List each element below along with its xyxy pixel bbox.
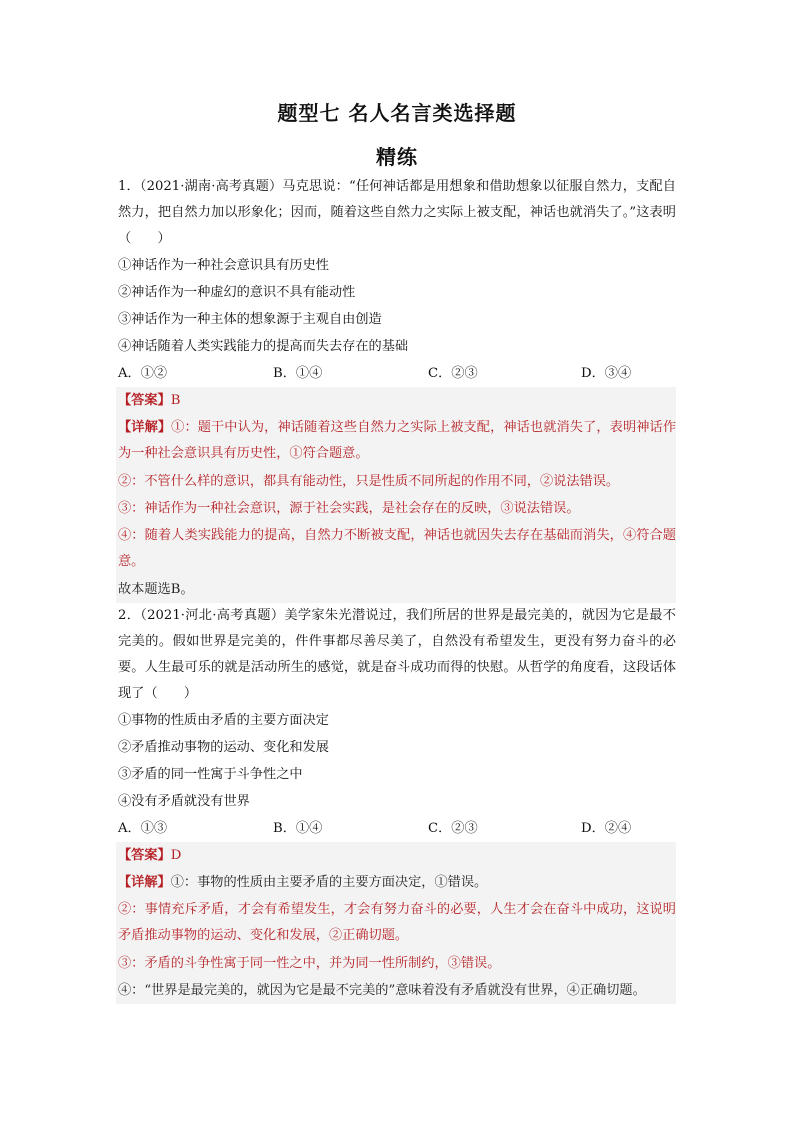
option-statement: ②矛盾推动事物的运动、变化和发展 — [118, 740, 329, 755]
question-2 — [118, 603, 676, 1004]
detail-line: ③：神话作为一种社会意识，源于社会实践，是社会存在的反映，③说法错误。 — [118, 501, 580, 516]
questions-content — [118, 174, 676, 1004]
choice-a: A．①② — [118, 366, 168, 381]
detail-line: ④：随着人类实践能力的提高，自然力不断被支配，神话也就因失去存在基础而消失，④符合题意。 — [118, 528, 676, 569]
option-statement: ④神话随着人类实践能力的提高而失去存在的基础 — [118, 339, 409, 354]
choice-c: C．②③ — [428, 366, 478, 381]
answer-line — [118, 387, 676, 414]
answer-tag: 【答案】 — [118, 393, 171, 408]
option-statement: ①事物的性质由矛盾的主要方面决定 — [118, 713, 329, 728]
detail-line: ④：“世界是最完美的，就因为它是最不完美的”意味着没有矛盾就没有世界，④正确切题。 — [118, 983, 646, 998]
detail-tag: 【详解】 — [118, 875, 171, 890]
choice-b: B．①④ — [273, 821, 323, 836]
option-statement: ②神话作为一种虚幻的意识不具有能动性 — [118, 285, 356, 300]
page-title: 题型七 名人名言类选择题 — [277, 101, 517, 125]
detail-line — [118, 869, 676, 896]
answer-line — [118, 842, 676, 869]
detail-line: ②：不管什么样的意识，都具有能动性，只是性质不同所起的作用不同，②说法错误。 — [118, 474, 620, 489]
detail-text: ①：题干中认为，神话随着这些自然力之实际上被支配，神话也就消失了，表明神话作为一种社会意识具有历史性，①符合题意。 — [118, 420, 677, 461]
answer-explanation-block — [116, 387, 676, 603]
option-statement: ③矛盾的同一性寓于斗争性之中 — [118, 767, 303, 782]
page-subtitle: 精练 — [376, 145, 418, 169]
answer-choices — [118, 360, 676, 387]
answer-value: D — [170, 848, 182, 863]
option-statement: ④没有矛盾就没有世界 — [118, 794, 250, 809]
question-stem: 2．（2021·河北·高考真题）美学家朱光潜说过，我们所居的世界是最完美的，就因为它是最不完美的。假如世界是完美的，件件事都尽善尽美了，自然没有希望发生，更没有努力奋斗的必要。人生最可乐的就是活动所生的感觉，就是奋斗成功而得的快慰。从哲学的角度看，这段话体现了（ ） — [118, 608, 676, 701]
choice-c: C．②③ — [428, 821, 478, 836]
question-stem: 1．（2021·湖南·高考真题）马克思说：“任何神话都是用想象和借助想象以征服自然力，支配自然力，把自然力加以形象化；因而，随着这些自然力之实际上被支配，神话也就消失了。”这表明（ ） — [118, 179, 676, 246]
choice-d: D．③④ — [581, 366, 632, 381]
answer-tag: 【答案】 — [118, 848, 171, 863]
choice-d: D．②④ — [581, 821, 632, 836]
conclusion-line: 故本题选B。 — [118, 582, 194, 597]
detail-line — [118, 414, 676, 468]
choice-b: B．①④ — [273, 366, 323, 381]
answer-choices — [118, 815, 676, 842]
choice-a: A．①③ — [118, 821, 168, 836]
answer-explanation-block — [116, 842, 676, 1004]
option-statement: ①神话作为一种社会意识具有历史性 — [118, 258, 329, 273]
detail-text: ①：事物的性质由主要矛盾的主要方面决定，①错误。 — [170, 875, 488, 890]
question-1 — [118, 174, 676, 603]
detail-line: ②：事情充斥矛盾，才会有希望发生，才会有努力奋斗的必要，人生才会在奋斗中成功，这说明矛盾推动事物的运动、变化和发展，②正确切题。 — [118, 902, 676, 943]
detail-tag: 【详解】 — [118, 420, 172, 435]
answer-value: B — [170, 393, 181, 408]
option-statement: ③神话作为一种主体的想象源于主观自由创造 — [118, 312, 382, 327]
detail-line: ③：矛盾的斗争性寓于同一性之中，并为同一性所制约，③错误。 — [118, 956, 501, 971]
